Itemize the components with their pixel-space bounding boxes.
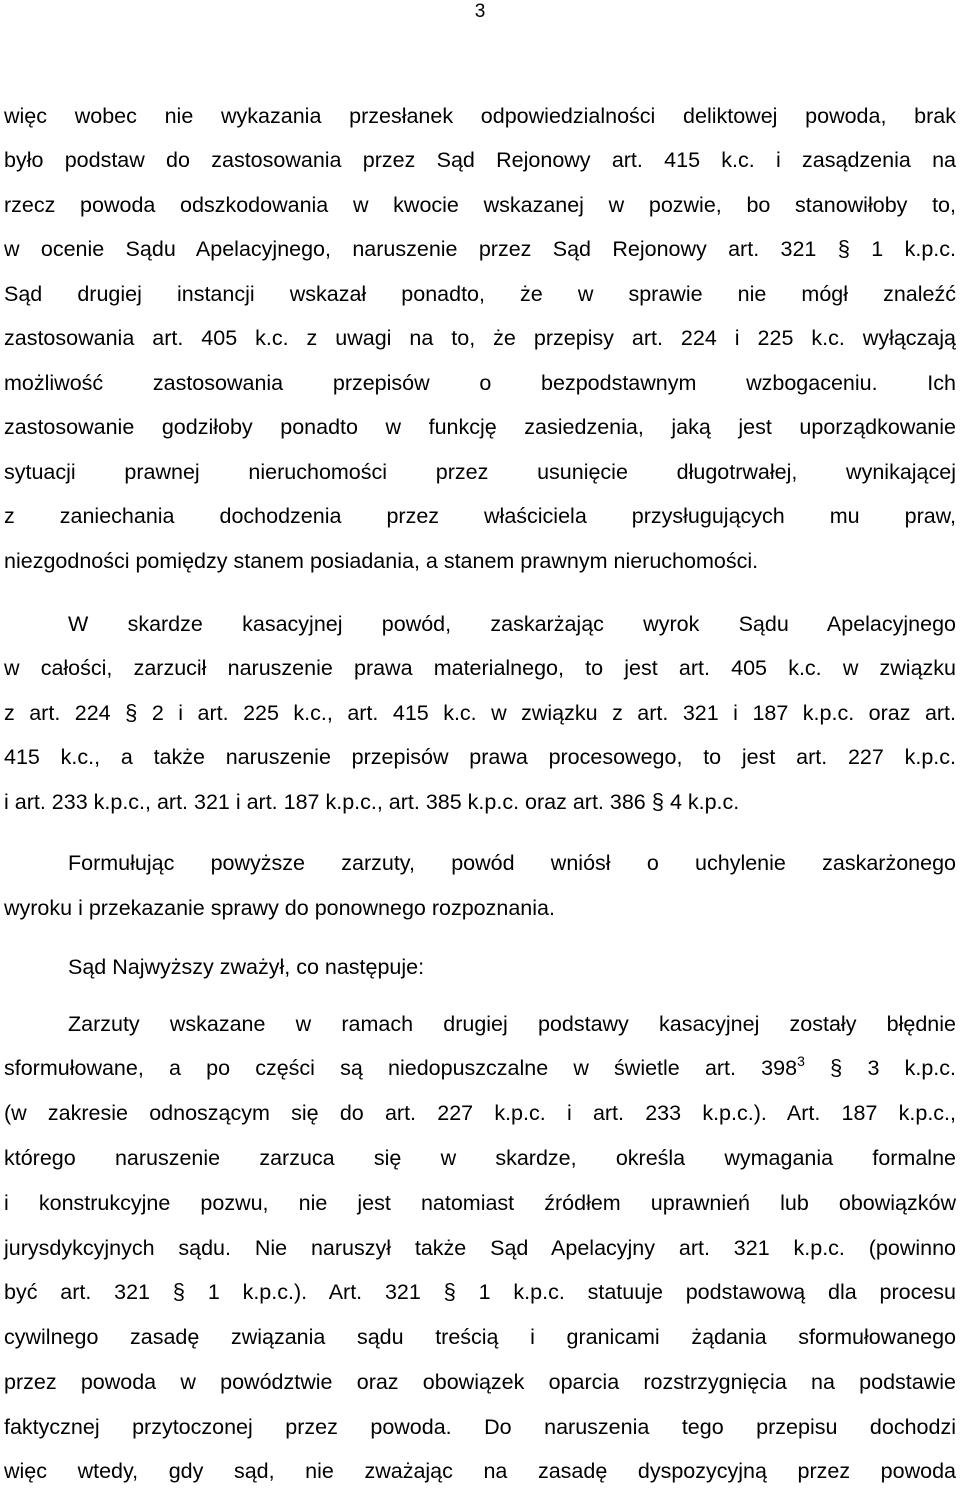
text-line: z zaniechania dochodzenia przez właściciela przysługujących mu praw, [4, 504, 956, 528]
text-line: i art. 233 k.p.c., art. 321 i art. 187 k.p.c., art. 385 k.p.c. oraz art. 386 § 4 k.p.c. [4, 789, 740, 814]
section-sign: § [830, 1055, 843, 1080]
text-line: Sąd drugiej instancji wskazał ponadto, że w sprawie nie mógł znaleźć [4, 282, 956, 306]
superscript: 3 [797, 1053, 805, 1069]
text-line: było podstaw do zastosowania przez Sąd Rejonowy art. 415 k.c. i zasądzenia na [4, 148, 956, 172]
text-line: niezgodności pomiędzy stanem posiadania, a stanem prawnym nieruchomości. [4, 549, 759, 573]
text-line: (w zakresie odnoszącym się do art. 227 k.p.c. i art. 233 k.p.c.). Art. 187 k.p.c., [4, 1101, 956, 1125]
text-line: sformułowane, a po części są niedopuszczalne w świetle art. $398^3$ § 3 k.p.c. [4, 1053, 956, 1080]
text-line: faktycznej przytoczonej przez powoda. Do naruszenia tego przepisu dochodzi [4, 1415, 956, 1439]
text-line: w ocenie Sądu Apelacyjnego, naruszenie przez Sąd Rejonowy art. 321 § 1 k.p.c. [4, 236, 956, 261]
text-line: więc wobec nie wykazania przesłanek odpowiedzialności deliktowej powoda, brak [4, 104, 956, 128]
text-line: i konstrukcyjne pozwu, nie jest natomiast źródłem uprawnień lub obowiązków [4, 1191, 956, 1215]
text-line: Formułując powyższe zarzuty, powód wniósł o uchylenie zaskarżonego [68, 851, 956, 875]
text-line: którego naruszenie zarzuca się w skardze, określa wymagania formalne [4, 1146, 956, 1170]
page-number: 3 [474, 1, 486, 22]
text-line: cywilnego zasadę związania sądu treścią i granicami żądania sformułowanego [4, 1325, 956, 1349]
text-line: 415 k.c., a także naruszenie przepisów prawa procesowego, to jest art. 227 k.p.c. [4, 745, 956, 769]
section-sign: § [125, 700, 138, 725]
text-line: sytuacji prawnej nieruchomości przez usunięcie długotrwałej, wynikającej [4, 460, 956, 484]
section-sign: § [651, 789, 664, 814]
text-line: Zarzuty wskazane w ramach drugiej podstawy kasacyjnej zostały błędnie [68, 1012, 956, 1036]
section-sign: § [443, 1279, 456, 1304]
text-line: Sąd Najwyższy zważył, co następuje: [68, 955, 425, 979]
text-line: wyroku i przekazanie sprawy do ponownego rozpoznania. [4, 896, 555, 920]
text-line: w całości, zarzucił naruszenie prawa materialnego, to jest art. 405 k.c. w związku [4, 656, 956, 680]
text-line: zastosowanie godziłoby ponadto w funkcję zasiedzenia, jaką jest uporządkowanie [4, 415, 956, 439]
text-line: W skardze kasacyjnej powód, zaskarżając wyrok Sądu Apelacyjnego [68, 612, 956, 636]
text-line: z art. 224 § 2 i art. 225 k.c., art. 415 k.c. w związku z art. 321 i 187 k.p.c. oraz art. [4, 700, 957, 725]
text-line: przez powoda w powództwie oraz obowiązek oparcia rozstrzygnięcia na podstawie [4, 1370, 956, 1394]
section-sign: § [837, 236, 850, 261]
text-line: jurysdykcyjnych sądu. Nie naruszył także Sąd Apelacyjny art. 321 k.p.c. (powinno [4, 1236, 956, 1260]
text-line: możliwość zastosowania przepisów o bezpodstawnym wzbogaceniu. Ich [4, 371, 956, 395]
text-line: zastosowania art. 405 k.c. z uwagi na to, że przepisy art. 224 i 225 k.c. wyłączają [4, 326, 956, 350]
text-line: być art. 321 § 1 k.p.c.). Art. 321 § 1 k.p.c. statuuje podstawową dla procesu [4, 1279, 956, 1304]
text-line: więc wtedy, gdy sąd, nie zważając na zasadę dyspozycyjną przez powoda [4, 1459, 956, 1483]
section-sign: § [172, 1279, 186, 1304]
text-line: rzecz powoda odszkodowania w kwocie wskazanej w pozwie, bo stanowiłoby to, [4, 193, 956, 217]
